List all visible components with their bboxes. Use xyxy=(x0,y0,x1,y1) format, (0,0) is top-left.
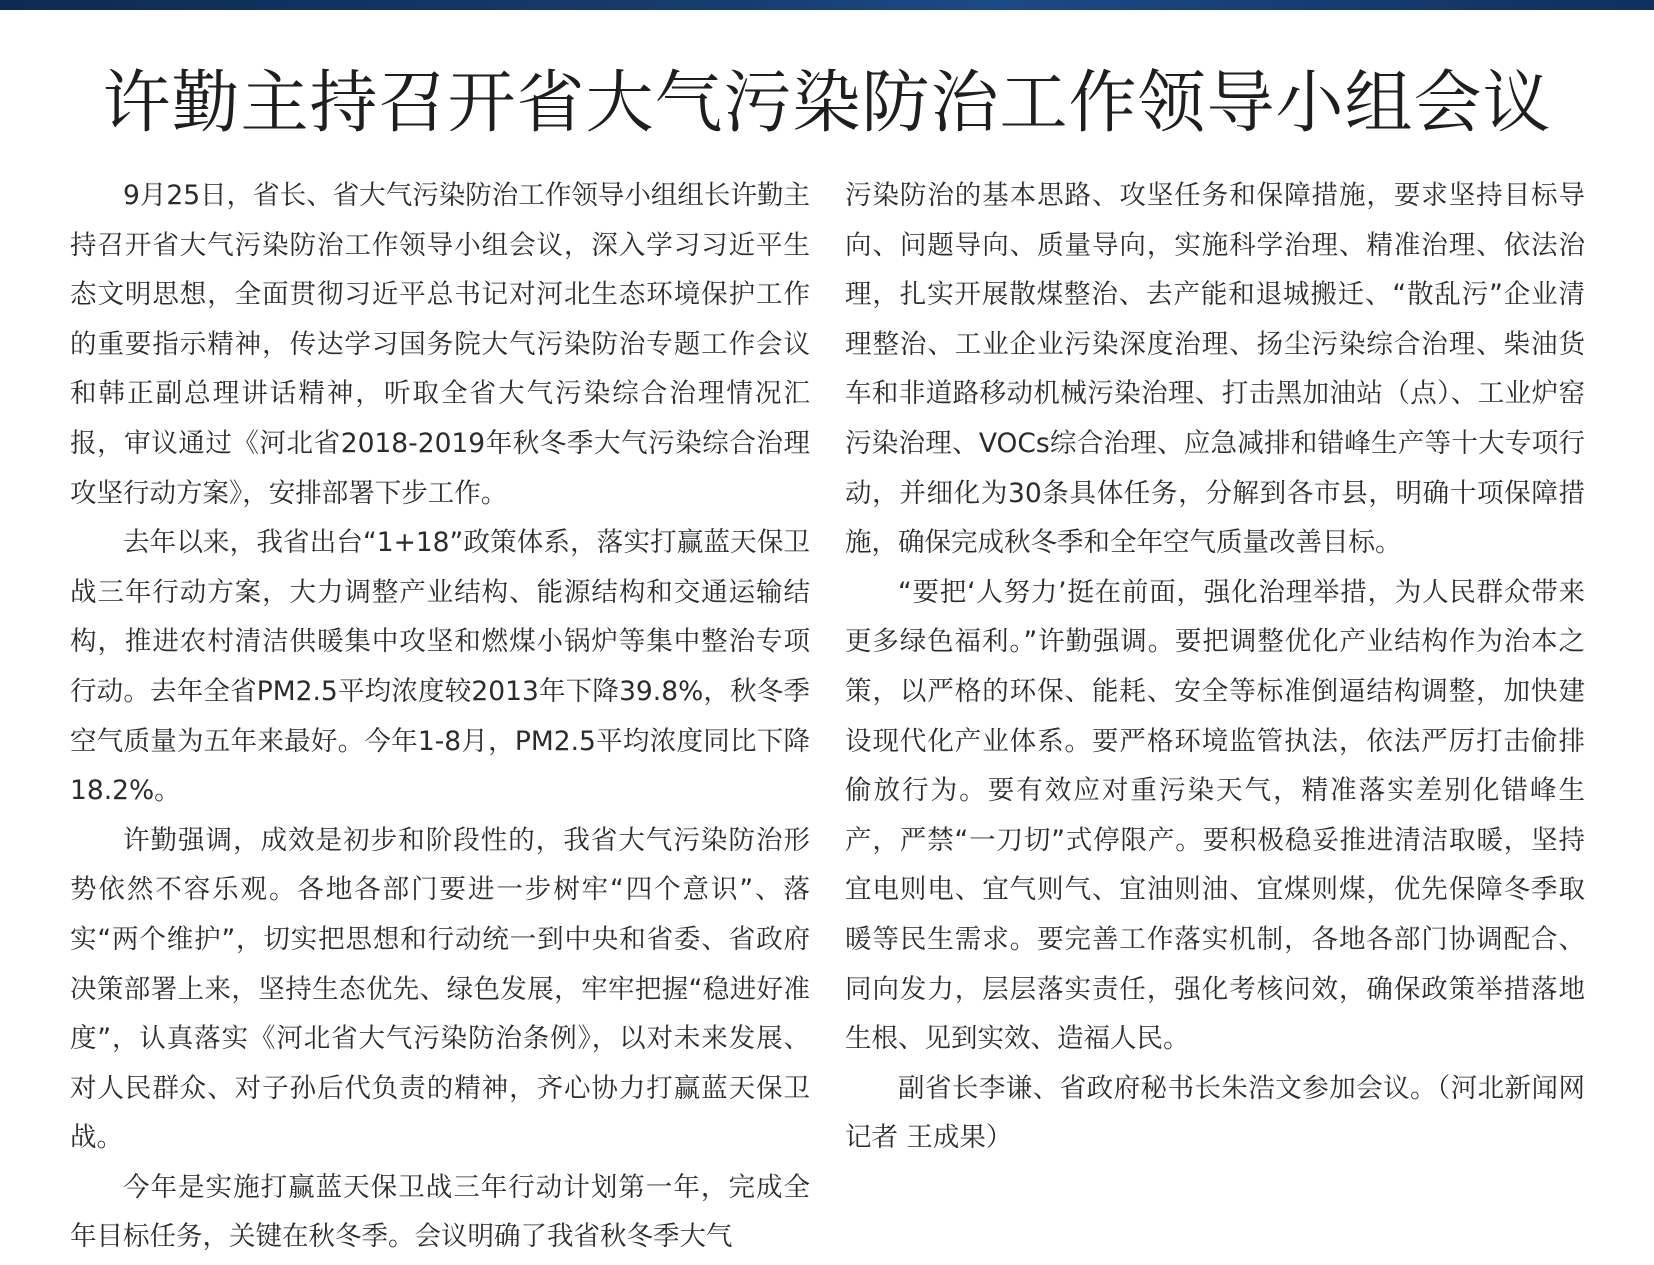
paragraph-emphasis: 许勤强调，成效是初步和阶段性的，我省大气污染防治形势依然不容乐观。各地各部门要进一步树牢“四个意识”、落实“两个维护”，切实把思想和行动统一到中央和省委、省政府决策部署上来，坚持生态优先、绿色发展，牢牢把握“稳进好准度”，认真落实《河北省大气污染防治条例》，以对未来发展、对人民群众、对子孙后代负责的精神，齐心协力打赢蓝天保卫战。 xyxy=(70,824,810,1154)
paragraph-quote-measures: “要把‘人努力’挺在前面，强化治理举措，为人民群众带来更多绿色福利。”许勤强调。要把调整优化产业结构作为治本之策，以严格的环保、能耗、安全等标准倒逼结构调整，加快建设现代化产业体系。要严格环境监管执法，依法严厉打击偷排偷放行为。要有效应对重污染天气，精准落实差别化错峰生产，严禁“一刀切”式停限产。要积极稳妥推进清洁取暖，坚持宜电则电、宜气则气、宜油则油、宜煤则煤，优先保障冬季取暖等民生需求。要完善工作落实机制，各地各部门协调配合、同向发力，层层落实责任，强化考核问效，确保政策举措落地生根、见到实效、造福人民。 xyxy=(845,576,1585,1055)
paragraph-autumn-winter-start: 今年是实施打赢蓝天保卫战三年行动计划第一年，完成全年目标任务，关键在秋冬季。会议明确了我省秋冬季大气 xyxy=(70,1171,810,1253)
paragraph-policy-results: 去年以来，我省出台“1+18”政策体系，落实打赢蓝天保卫战三年行动方案，大力调整产业结构、能源结构和交通运输结构，推进农村清洁供暖集中攻坚和燃煤小锅炉等集中整治专项行动。去年全省PM2.5平均浓度较2013年下降39.8%，秋冬季空气质量为五年来最好。今年1-8月，PM2.5平均浓度同比下降18.2%。 xyxy=(70,527,810,807)
article-column-left xyxy=(70,171,810,1262)
paragraph-autumn-winter-continued: 污染防治的基本思路、攻坚任务和保障措施，要求坚持目标导向、问题导向、质量导向，实施科学治理、精准治理、依法治理，扎实开展散煤整治、去产能和退城搬迁、“散乱污”企业清理整治、工业企业污染深度治理、扬尘污染综合治理、柴油货车和非道路移动机械污染治理、打击黑加油站（点）、工业炉窑污染治理、VOCs综合治理、应急减排和错峰生产等十大专项行动，并细化为30条具体任务，分解到各市县，明确十项保障措施，确保完成秋冬季和全年空气质量改善目标。 xyxy=(845,180,1585,559)
article-title: 许勤主持召开省大气污染防治工作领导小组会议 xyxy=(102,64,1552,143)
paragraph-attendees-byline: 副省长李谦、省政府秘书长朱浩文参加会议。（河北新闻网记者 王成果） xyxy=(845,1072,1585,1154)
top-banner-strip xyxy=(0,0,1654,10)
article-column-right xyxy=(845,171,1585,1163)
paragraph-meeting-intro: 9月25日，省长、省大气污染防治工作领导小组组长许勤主持召开省大气污染防治工作领导小组会议，深入学习习近平生态文明思想，全面贯彻习近平总书记对河北生态环境保护工作的重要指示精神，传达学习国务院大气污染防治专题工作会议和韩正副总理讲话精神，听取全省大气污染综合治理情况汇报，审议通过《河北省2018-2019年秋冬季大气污染综合治理攻坚行动方案》，安排部署下步工作。 xyxy=(70,180,810,509)
